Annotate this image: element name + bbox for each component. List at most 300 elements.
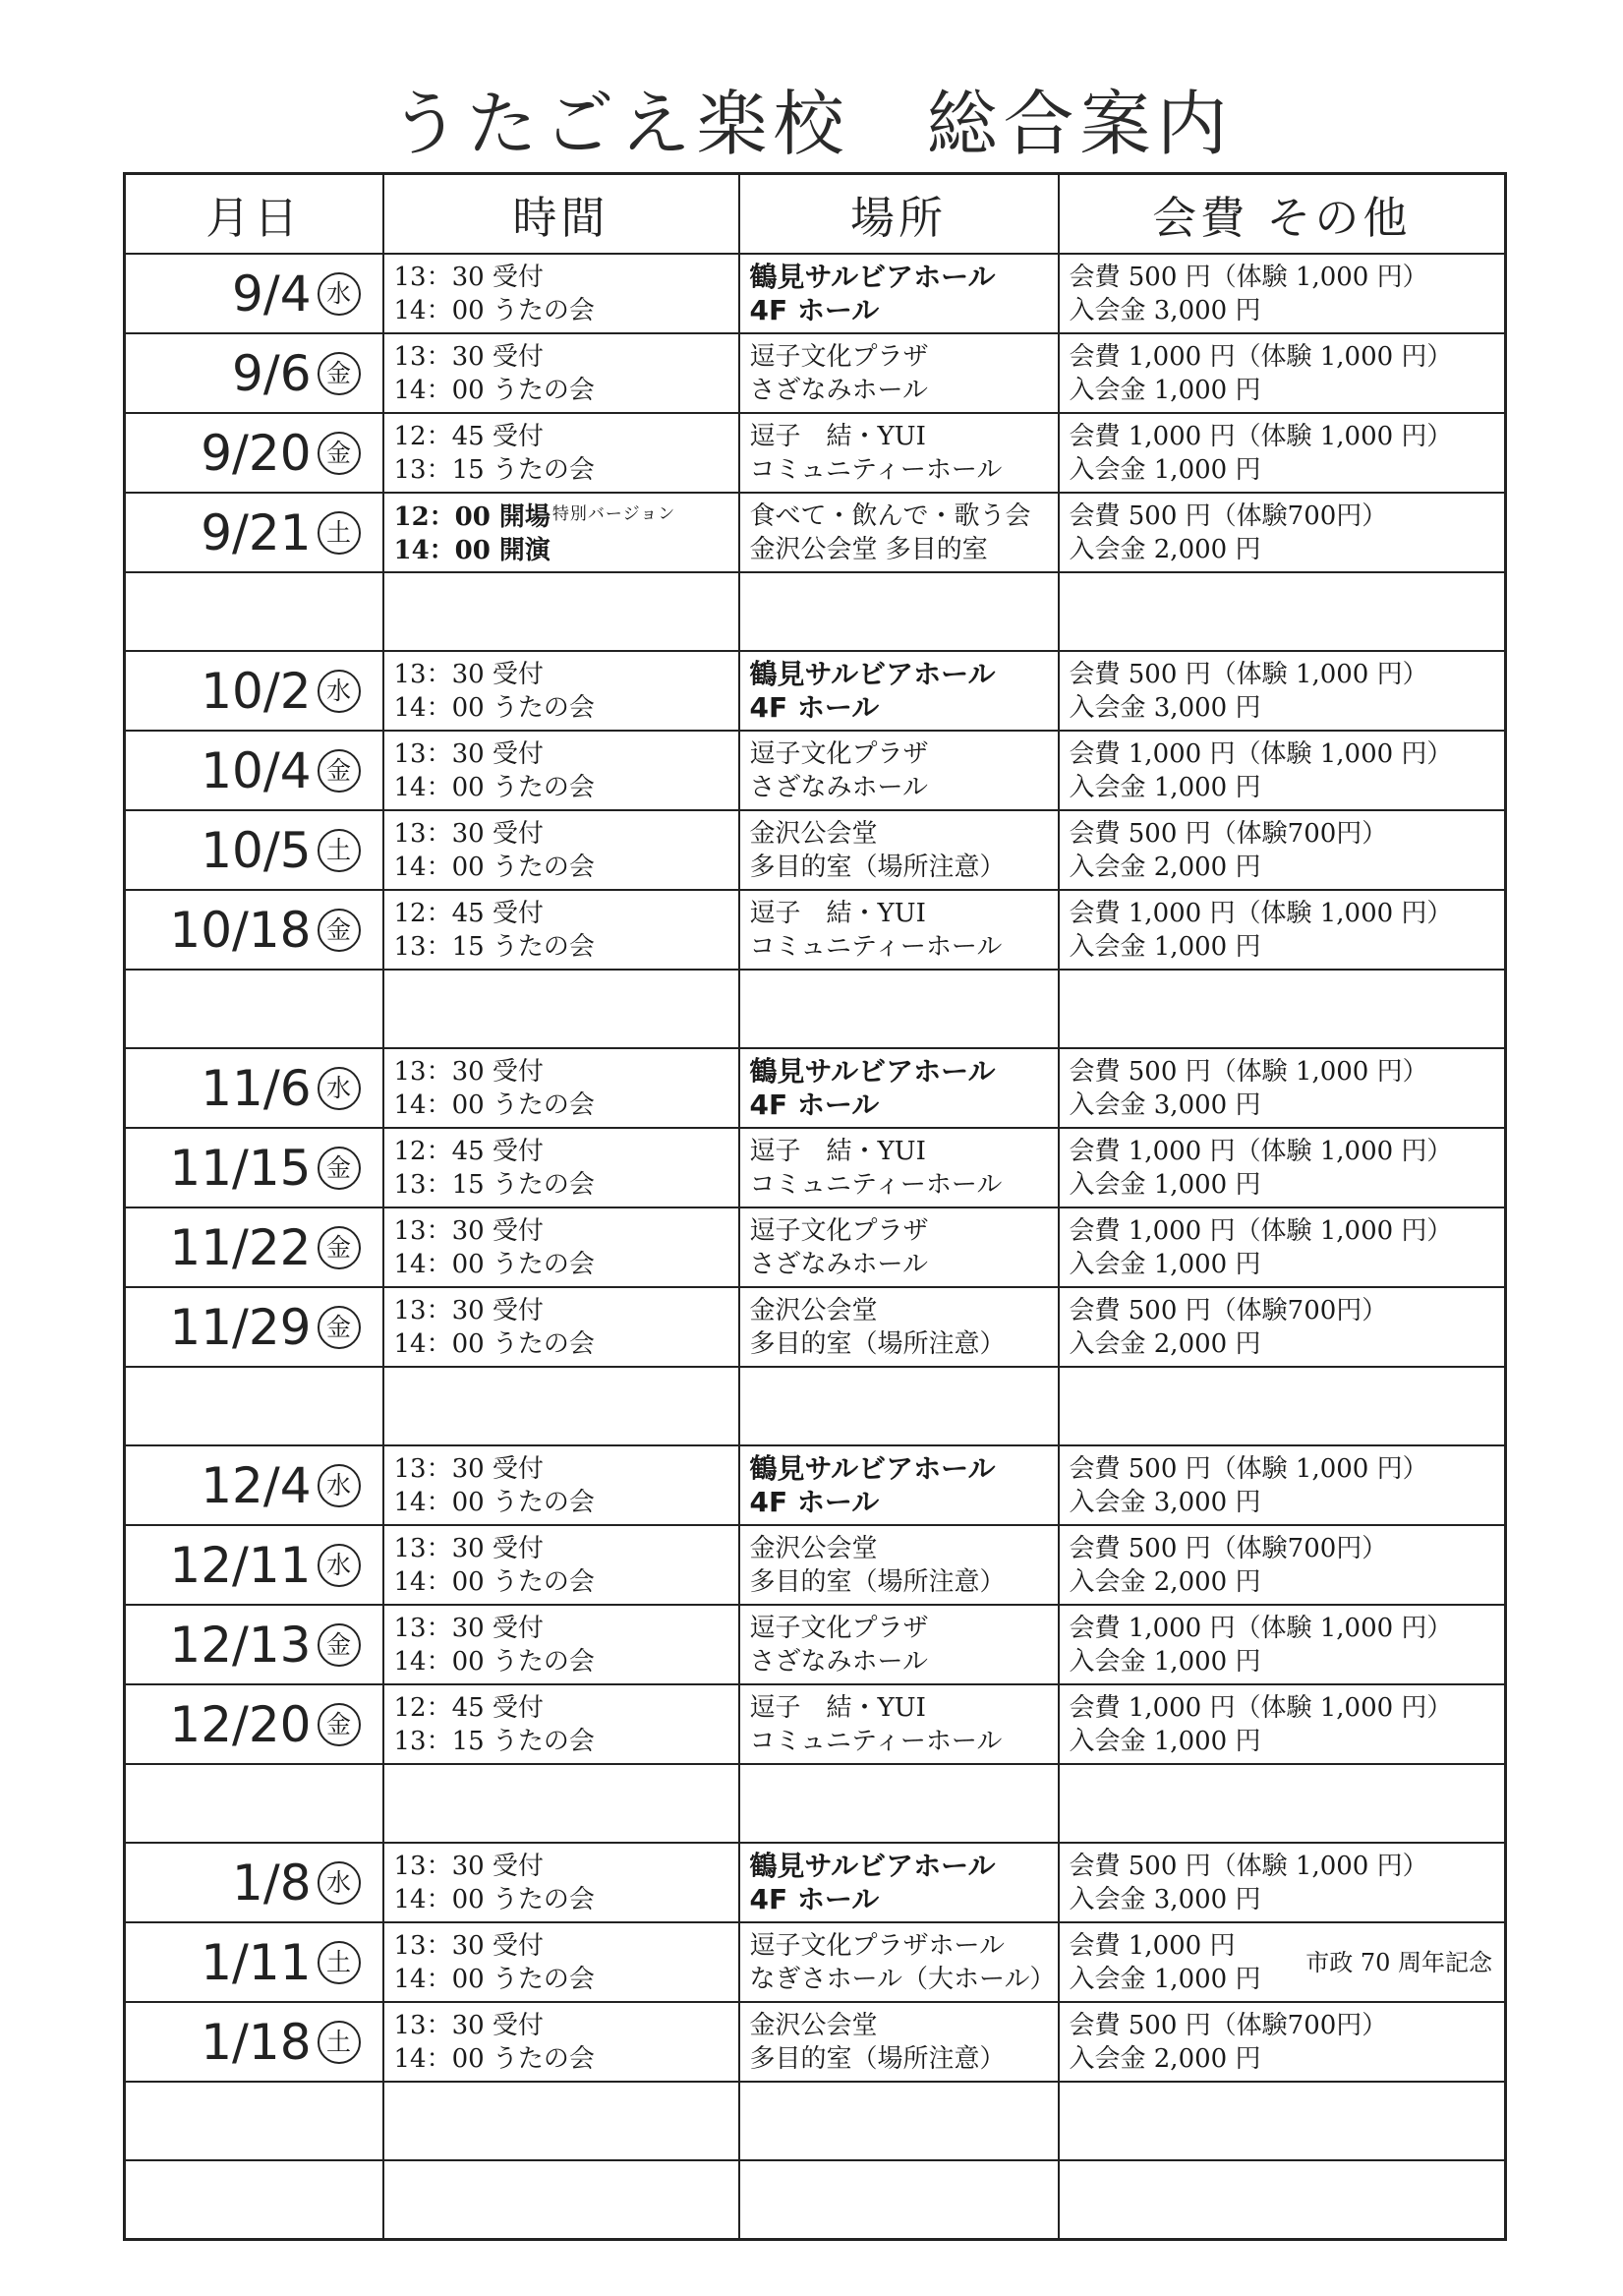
time-cell bbox=[383, 1048, 739, 1128]
membership-fee: 入会金 2,000 円 bbox=[1069, 852, 1261, 882]
venue-room: 4F ホール bbox=[749, 293, 880, 326]
time-text: 14：00 うたの会 bbox=[393, 1487, 595, 1517]
spacer-row bbox=[125, 1764, 1506, 1843]
empty-cell bbox=[1059, 2082, 1506, 2160]
session-fee: 会費 500 円（体験700円） bbox=[1069, 1533, 1388, 1563]
reception-time bbox=[394, 498, 738, 534]
membership-fee: 入会金 1,000 円 bbox=[1069, 1964, 1261, 1994]
session-fee: 会費 1,000 円（体験 1,000 円） bbox=[1069, 738, 1453, 769]
fee-cell bbox=[1059, 333, 1506, 413]
fee-cell bbox=[1059, 1207, 1506, 1287]
time-cell bbox=[383, 2002, 739, 2082]
venue-name: 鶴見サルビアホール bbox=[749, 1054, 996, 1088]
empty-cell bbox=[383, 2082, 739, 2160]
event-row bbox=[125, 890, 1506, 970]
event-row bbox=[125, 1843, 1506, 1922]
session-fee: 会費 500 円（体験 1,000 円） bbox=[1069, 1851, 1428, 1881]
empty-cell bbox=[739, 970, 1059, 1048]
venue-cell bbox=[739, 1525, 1059, 1605]
time-text: 13：15 うたの会 bbox=[393, 454, 595, 485]
event-row bbox=[125, 651, 1506, 731]
empty-cell bbox=[125, 2160, 383, 2240]
empty-cell bbox=[125, 1367, 383, 1445]
time-text: 13：15 うたの会 bbox=[393, 931, 595, 962]
venue-cell bbox=[739, 1287, 1059, 1367]
empty-cell bbox=[383, 572, 739, 651]
venue-name: 逗子 結・YUI bbox=[749, 898, 926, 928]
event-row bbox=[125, 1525, 1506, 1605]
start-time bbox=[394, 374, 738, 407]
time-text: 13：30 受付 bbox=[393, 262, 544, 292]
event-date: 12/4 bbox=[201, 1456, 312, 1514]
session-fee: 会費 1,000 円（体験 1,000 円） bbox=[1069, 341, 1453, 372]
date-cell bbox=[125, 1207, 383, 1287]
event-row bbox=[125, 1128, 1506, 1207]
start-time bbox=[394, 1327, 738, 1361]
venue-room: 多目的室（場所注意） bbox=[749, 1328, 1006, 1359]
time-text: 13：30 受付 bbox=[393, 341, 544, 372]
venue-room: 4F ホール bbox=[749, 1882, 880, 1915]
membership-fee: 入会金 2,000 円 bbox=[1069, 1328, 1261, 1359]
weekday-badge: 水 bbox=[318, 272, 361, 316]
empty-cell bbox=[1059, 1367, 1506, 1445]
empty-cell bbox=[1059, 2160, 1506, 2240]
venue-name: 逗子文化プラザホール bbox=[749, 1930, 1005, 1961]
reception-time bbox=[394, 261, 738, 294]
start-time bbox=[394, 1486, 738, 1519]
time-text: 14：00 うたの会 bbox=[393, 852, 595, 882]
weekday-badge: 水 bbox=[318, 1067, 361, 1110]
weekday-badge: 水 bbox=[318, 1544, 361, 1587]
weekday-badge: 土 bbox=[318, 2021, 361, 2064]
header-row bbox=[125, 174, 1506, 255]
date-cell bbox=[125, 1525, 383, 1605]
time-text: 13：30 受付 bbox=[393, 1215, 544, 1246]
weekday-badge: 水 bbox=[318, 1861, 361, 1905]
event-date: 9/20 bbox=[201, 424, 312, 482]
venue-room: 多目的室（場所注意） bbox=[749, 852, 1006, 882]
venue-room: コミュニティーホール bbox=[749, 1169, 1003, 1200]
start-time bbox=[394, 1248, 738, 1281]
date-cell bbox=[125, 1684, 383, 1764]
time-text: 13：30 受付 bbox=[393, 1533, 544, 1563]
time-cell bbox=[383, 1128, 739, 1207]
reception-time bbox=[394, 817, 738, 851]
venue-room: コミュニティーホール bbox=[749, 931, 1003, 962]
empty-cell bbox=[383, 1764, 739, 1843]
weekday-badge: 土 bbox=[318, 829, 361, 872]
time-text: 12：45 受付 bbox=[393, 421, 544, 451]
event-date: 1/11 bbox=[201, 1933, 312, 1991]
empty-cell bbox=[383, 2160, 739, 2240]
session-fee: 会費 1,000 円（体験 1,000 円） bbox=[1069, 1692, 1453, 1723]
venue-cell bbox=[739, 1843, 1059, 1922]
event-date: 12/11 bbox=[169, 1536, 312, 1594]
venue-cell bbox=[739, 1445, 1059, 1525]
reception-time bbox=[394, 1214, 738, 1248]
start-time bbox=[394, 930, 738, 964]
date-cell bbox=[125, 890, 383, 970]
empty-cell bbox=[739, 2082, 1059, 2160]
membership-fee: 入会金 1,000 円 bbox=[1069, 375, 1261, 405]
date-cell bbox=[125, 1048, 383, 1128]
date-cell bbox=[125, 810, 383, 890]
membership-fee: 入会金 1,000 円 bbox=[1069, 931, 1261, 962]
start-time bbox=[394, 294, 738, 327]
time-cell bbox=[383, 1843, 739, 1922]
fee-cell bbox=[1059, 1684, 1506, 1764]
event-row bbox=[125, 1048, 1506, 1128]
time-text: 13：30 受付 bbox=[393, 1930, 544, 1961]
empty-cell bbox=[739, 1367, 1059, 1445]
venue-name: 逗子文化プラザ bbox=[749, 1613, 929, 1643]
event-row bbox=[125, 413, 1506, 493]
event-row bbox=[125, 2002, 1506, 2082]
time-text: 13：30 受付 bbox=[393, 2010, 544, 2040]
venue-name: 逗子文化プラザ bbox=[749, 738, 929, 769]
time-text: 12：45 受付 bbox=[393, 898, 544, 928]
session-fee: 会費 1,000 円（体験 1,000 円） bbox=[1069, 421, 1453, 451]
weekday-badge: 土 bbox=[318, 511, 361, 555]
fee-cell bbox=[1059, 810, 1506, 890]
weekday-badge: 土 bbox=[318, 1941, 361, 1984]
date-cell bbox=[125, 1128, 383, 1207]
header-place: 場所 bbox=[739, 174, 1059, 255]
session-fee: 会費 1,000 円 bbox=[1069, 1930, 1236, 1961]
spacer-row bbox=[125, 1367, 1506, 1445]
reception-time bbox=[394, 1532, 738, 1565]
empty-cell bbox=[739, 1764, 1059, 1843]
venue-name: 逗子 結・YUI bbox=[749, 421, 926, 451]
time-cell bbox=[383, 1684, 739, 1764]
event-date: 11/29 bbox=[169, 1298, 312, 1356]
event-row bbox=[125, 1445, 1506, 1525]
time-text: 14：00 うたの会 bbox=[393, 1964, 595, 1994]
time-text: 14：00 開演 bbox=[393, 536, 551, 565]
weekday-badge: 金 bbox=[318, 1623, 361, 1667]
venue-cell bbox=[739, 1922, 1059, 2002]
venue-cell bbox=[739, 651, 1059, 731]
venue-name: 逗子文化プラザ bbox=[749, 1215, 929, 1246]
reception-time bbox=[394, 737, 738, 771]
venue-room: 金沢公会堂 多目的室 bbox=[749, 534, 988, 564]
venue-cell bbox=[739, 1128, 1059, 1207]
time-text: 14：00 うたの会 bbox=[393, 295, 595, 325]
time-text: 13：30 受付 bbox=[393, 1056, 544, 1087]
venue-cell bbox=[739, 1684, 1059, 1764]
empty-cell bbox=[739, 572, 1059, 651]
fee-cell bbox=[1059, 1048, 1506, 1128]
session-fee: 会費 500 円（体験700円） bbox=[1069, 2010, 1388, 2040]
empty-cell bbox=[1059, 970, 1506, 1048]
membership-fee: 入会金 1,000 円 bbox=[1069, 1169, 1261, 1200]
time-text: 12：45 受付 bbox=[393, 1692, 544, 1723]
venue-cell bbox=[739, 1605, 1059, 1684]
time-cell bbox=[383, 1445, 739, 1525]
start-time bbox=[394, 1565, 738, 1599]
venue-name: 逗子 結・YUI bbox=[749, 1692, 926, 1723]
empty-cell bbox=[1059, 572, 1506, 651]
venue-room: 4F ホール bbox=[749, 1088, 880, 1121]
time-text: 13：15 うたの会 bbox=[393, 1726, 595, 1756]
time-text: 14：00 うたの会 bbox=[393, 2043, 595, 2074]
event-date: 10/5 bbox=[201, 821, 312, 879]
time-text: 13：30 受付 bbox=[393, 1453, 544, 1484]
weekday-badge: 金 bbox=[318, 1703, 361, 1746]
venue-name: 逗子文化プラザ bbox=[749, 341, 929, 372]
event-date: 9/6 bbox=[232, 344, 312, 402]
event-row bbox=[125, 493, 1506, 572]
empty-cell bbox=[1059, 1764, 1506, 1843]
time-text: 13：15 うたの会 bbox=[393, 1169, 595, 1200]
date-cell bbox=[125, 493, 383, 572]
event-row bbox=[125, 731, 1506, 810]
time-text: 14：00 うたの会 bbox=[393, 1566, 595, 1597]
fee-cell bbox=[1059, 493, 1506, 572]
fee-cell bbox=[1059, 1445, 1506, 1525]
weekday-badge: 金 bbox=[318, 1226, 361, 1269]
start-time bbox=[394, 691, 738, 725]
time-text: 14：00 うたの会 bbox=[393, 1646, 595, 1677]
fee-cell bbox=[1059, 2002, 1506, 2082]
date-cell bbox=[125, 333, 383, 413]
venue-cell bbox=[739, 333, 1059, 413]
venue-room: さざなみホール bbox=[749, 375, 928, 405]
membership-fee: 入会金 3,000 円 bbox=[1069, 1487, 1261, 1517]
empty-cell bbox=[125, 970, 383, 1048]
weekday-badge: 金 bbox=[318, 432, 361, 475]
weekday-badge: 水 bbox=[318, 1464, 361, 1507]
time-text: 14：00 うたの会 bbox=[393, 692, 595, 723]
membership-fee: 入会金 1,000 円 bbox=[1069, 1249, 1261, 1279]
empty-row bbox=[125, 2160, 1506, 2240]
spacer-row bbox=[125, 970, 1506, 1048]
venue-name: 金沢公会堂 bbox=[749, 1533, 878, 1563]
time-text: 13：30 受付 bbox=[393, 1613, 544, 1643]
start-time bbox=[394, 851, 738, 884]
event-date: 12/13 bbox=[169, 1616, 312, 1674]
event-row bbox=[125, 1287, 1506, 1367]
venue-name: 逗子 結・YUI bbox=[749, 1136, 926, 1166]
venue-cell bbox=[739, 731, 1059, 810]
event-date: 10/18 bbox=[169, 901, 312, 959]
reception-time bbox=[394, 2009, 738, 2042]
date-cell bbox=[125, 413, 383, 493]
reception-time bbox=[394, 1294, 738, 1327]
fee-cell bbox=[1059, 413, 1506, 493]
membership-fee: 入会金 1,000 円 bbox=[1069, 1646, 1261, 1677]
time-cell bbox=[383, 1287, 739, 1367]
time-text: 14：00 うたの会 bbox=[393, 1328, 595, 1359]
schedule-table bbox=[123, 172, 1507, 2241]
date-cell bbox=[125, 1445, 383, 1525]
header-date: 月日 bbox=[125, 174, 383, 255]
session-fee: 会費 500 円（体験 1,000 円） bbox=[1069, 262, 1428, 292]
start-time bbox=[394, 1725, 738, 1758]
special-version-note: 特別バージョン bbox=[551, 504, 676, 524]
membership-fee: 入会金 3,000 円 bbox=[1069, 1884, 1261, 1914]
start-time bbox=[394, 1168, 738, 1202]
event-date: 12/20 bbox=[169, 1695, 312, 1753]
time-text: 13：30 受付 bbox=[393, 659, 544, 689]
session-fee: 会費 1,000 円（体験 1,000 円） bbox=[1069, 1613, 1453, 1643]
weekday-badge: 水 bbox=[318, 670, 361, 713]
date-cell bbox=[125, 731, 383, 810]
event-date: 10/2 bbox=[201, 662, 312, 720]
session-fee: 会費 500 円（体験 1,000 円） bbox=[1069, 1453, 1428, 1484]
time-text: 14：00 うたの会 bbox=[393, 772, 595, 802]
empty-row bbox=[125, 2082, 1506, 2160]
reception-time bbox=[394, 1452, 738, 1486]
event-date: 11/15 bbox=[169, 1139, 312, 1197]
venue-name: 鶴見サルビアホール bbox=[749, 657, 996, 690]
reception-time bbox=[394, 897, 738, 930]
venue-name: 金沢公会堂 bbox=[749, 2010, 878, 2040]
empty-cell bbox=[125, 2082, 383, 2160]
time-cell bbox=[383, 890, 739, 970]
session-fee: 会費 1,000 円（体験 1,000 円） bbox=[1069, 1215, 1453, 1246]
time-cell bbox=[383, 1207, 739, 1287]
time-text: 14：00 うたの会 bbox=[393, 1089, 595, 1120]
reception-time bbox=[394, 1612, 738, 1645]
event-date: 9/4 bbox=[232, 265, 312, 323]
membership-fee: 入会金 1,000 円 bbox=[1069, 1726, 1261, 1756]
weekday-badge: 金 bbox=[318, 1147, 361, 1190]
time-cell bbox=[383, 493, 739, 572]
venue-name: 金沢公会堂 bbox=[749, 818, 878, 849]
date-cell bbox=[125, 2002, 383, 2082]
date-cell bbox=[125, 1605, 383, 1684]
time-text: 13：30 受付 bbox=[393, 818, 544, 849]
membership-fee: 入会金 3,000 円 bbox=[1069, 692, 1261, 723]
venue-room: さざなみホール bbox=[749, 1646, 928, 1677]
reception-time bbox=[394, 1850, 738, 1883]
membership-fee: 入会金 2,000 円 bbox=[1069, 1566, 1261, 1597]
date-cell bbox=[125, 1287, 383, 1367]
venue-room: さざなみホール bbox=[749, 772, 928, 802]
venue-cell bbox=[739, 890, 1059, 970]
date-cell bbox=[125, 254, 383, 333]
venue-room: 多目的室（場所注意） bbox=[749, 2043, 1006, 2074]
reception-time bbox=[394, 340, 738, 374]
empty-cell bbox=[383, 1367, 739, 1445]
weekday-badge: 金 bbox=[318, 749, 361, 793]
event-row bbox=[125, 1207, 1506, 1287]
empty-cell bbox=[125, 572, 383, 651]
header-time: 時間 bbox=[383, 174, 739, 255]
schedule-body bbox=[125, 254, 1506, 2240]
event-row bbox=[125, 810, 1506, 890]
event-row bbox=[125, 1684, 1506, 1764]
reception-time bbox=[394, 1691, 738, 1725]
membership-fee: 入会金 2,000 円 bbox=[1069, 534, 1261, 564]
membership-fee: 入会金 3,000 円 bbox=[1069, 1089, 1261, 1120]
time-cell bbox=[383, 254, 739, 333]
fee-cell bbox=[1059, 1605, 1506, 1684]
event-row bbox=[125, 254, 1506, 333]
time-text: 13：30 受付 bbox=[393, 1851, 544, 1881]
reception-time bbox=[394, 1135, 738, 1168]
empty-cell bbox=[383, 970, 739, 1048]
venue-room: 多目的室（場所注意） bbox=[749, 1566, 1006, 1597]
session-fee: 会費 500 円（体験700円） bbox=[1069, 500, 1388, 531]
start-time bbox=[394, 453, 738, 487]
start-time bbox=[394, 1883, 738, 1916]
membership-fee: 入会金 1,000 円 bbox=[1069, 772, 1261, 802]
time-cell bbox=[383, 1605, 739, 1684]
start-time bbox=[394, 2042, 738, 2076]
start-time bbox=[394, 1963, 738, 1996]
venue-name: 食べて・飲んで・歌う会 bbox=[749, 500, 1031, 531]
reception-time bbox=[394, 658, 738, 691]
venue-room: 4F ホール bbox=[749, 690, 880, 724]
membership-fee: 入会金 1,000 円 bbox=[1069, 454, 1261, 485]
reception-time bbox=[394, 1055, 738, 1089]
session-fee: 会費 1,000 円（体験 1,000 円） bbox=[1069, 1136, 1453, 1166]
weekday-badge: 金 bbox=[318, 352, 361, 395]
time-cell bbox=[383, 731, 739, 810]
time-cell bbox=[383, 810, 739, 890]
time-text: 14：00 うたの会 bbox=[393, 1249, 595, 1279]
anniversary-note: 市政 70 周年記念 bbox=[1305, 1948, 1492, 1976]
time-text: 13：30 受付 bbox=[393, 1295, 544, 1325]
fee-cell bbox=[1059, 890, 1506, 970]
session-fee: 会費 1,000 円（体験 1,000 円） bbox=[1069, 898, 1453, 928]
venue-cell bbox=[739, 254, 1059, 333]
event-row bbox=[125, 1922, 1506, 2002]
membership-fee: 入会金 3,000 円 bbox=[1069, 295, 1261, 325]
venue-name: 鶴見サルビアホール bbox=[749, 260, 996, 293]
time-text: 13：30 受付 bbox=[393, 738, 544, 769]
time-cell bbox=[383, 333, 739, 413]
venue-room: なぎさホール（大ホール） bbox=[749, 1964, 1056, 1994]
time-text: 14：00 うたの会 bbox=[393, 375, 595, 405]
page-title: うたごえ楽校 総合案内 bbox=[389, 83, 1234, 165]
empty-cell bbox=[739, 2160, 1059, 2240]
weekday-badge: 金 bbox=[318, 1306, 361, 1349]
fee-cell bbox=[1059, 1922, 1506, 2002]
time-cell bbox=[383, 413, 739, 493]
start-time bbox=[394, 1089, 738, 1122]
membership-fee: 入会金 2,000 円 bbox=[1069, 2043, 1261, 2074]
event-date: 10/4 bbox=[201, 741, 312, 799]
venue-name: 鶴見サルビアホール bbox=[749, 1849, 996, 1882]
venue-cell bbox=[739, 2002, 1059, 2082]
spacer-row bbox=[125, 572, 1506, 651]
reception-time bbox=[394, 1929, 738, 1963]
venue-name: 金沢公会堂 bbox=[749, 1295, 878, 1325]
event-date: 9/21 bbox=[201, 503, 312, 561]
venue-name: 鶴見サルビアホール bbox=[749, 1451, 996, 1485]
fee-cell bbox=[1059, 1525, 1506, 1605]
event-date: 11/6 bbox=[201, 1059, 312, 1117]
time-cell bbox=[383, 1922, 739, 2002]
date-cell bbox=[125, 1922, 383, 2002]
venue-cell bbox=[739, 1048, 1059, 1128]
venue-room: コミュニティーホール bbox=[749, 454, 1003, 485]
weekday-badge: 金 bbox=[318, 909, 361, 952]
fee-cell bbox=[1059, 254, 1506, 333]
time-text: 14：00 うたの会 bbox=[393, 1884, 595, 1914]
header-fee: 会費 その他 bbox=[1059, 174, 1506, 255]
time-text: 12：00 開場 bbox=[393, 502, 551, 532]
venue-cell bbox=[739, 1207, 1059, 1287]
start-time bbox=[394, 1645, 738, 1678]
event-date: 11/22 bbox=[169, 1218, 312, 1276]
venue-cell bbox=[739, 810, 1059, 890]
date-cell bbox=[125, 1843, 383, 1922]
fee-cell bbox=[1059, 731, 1506, 810]
